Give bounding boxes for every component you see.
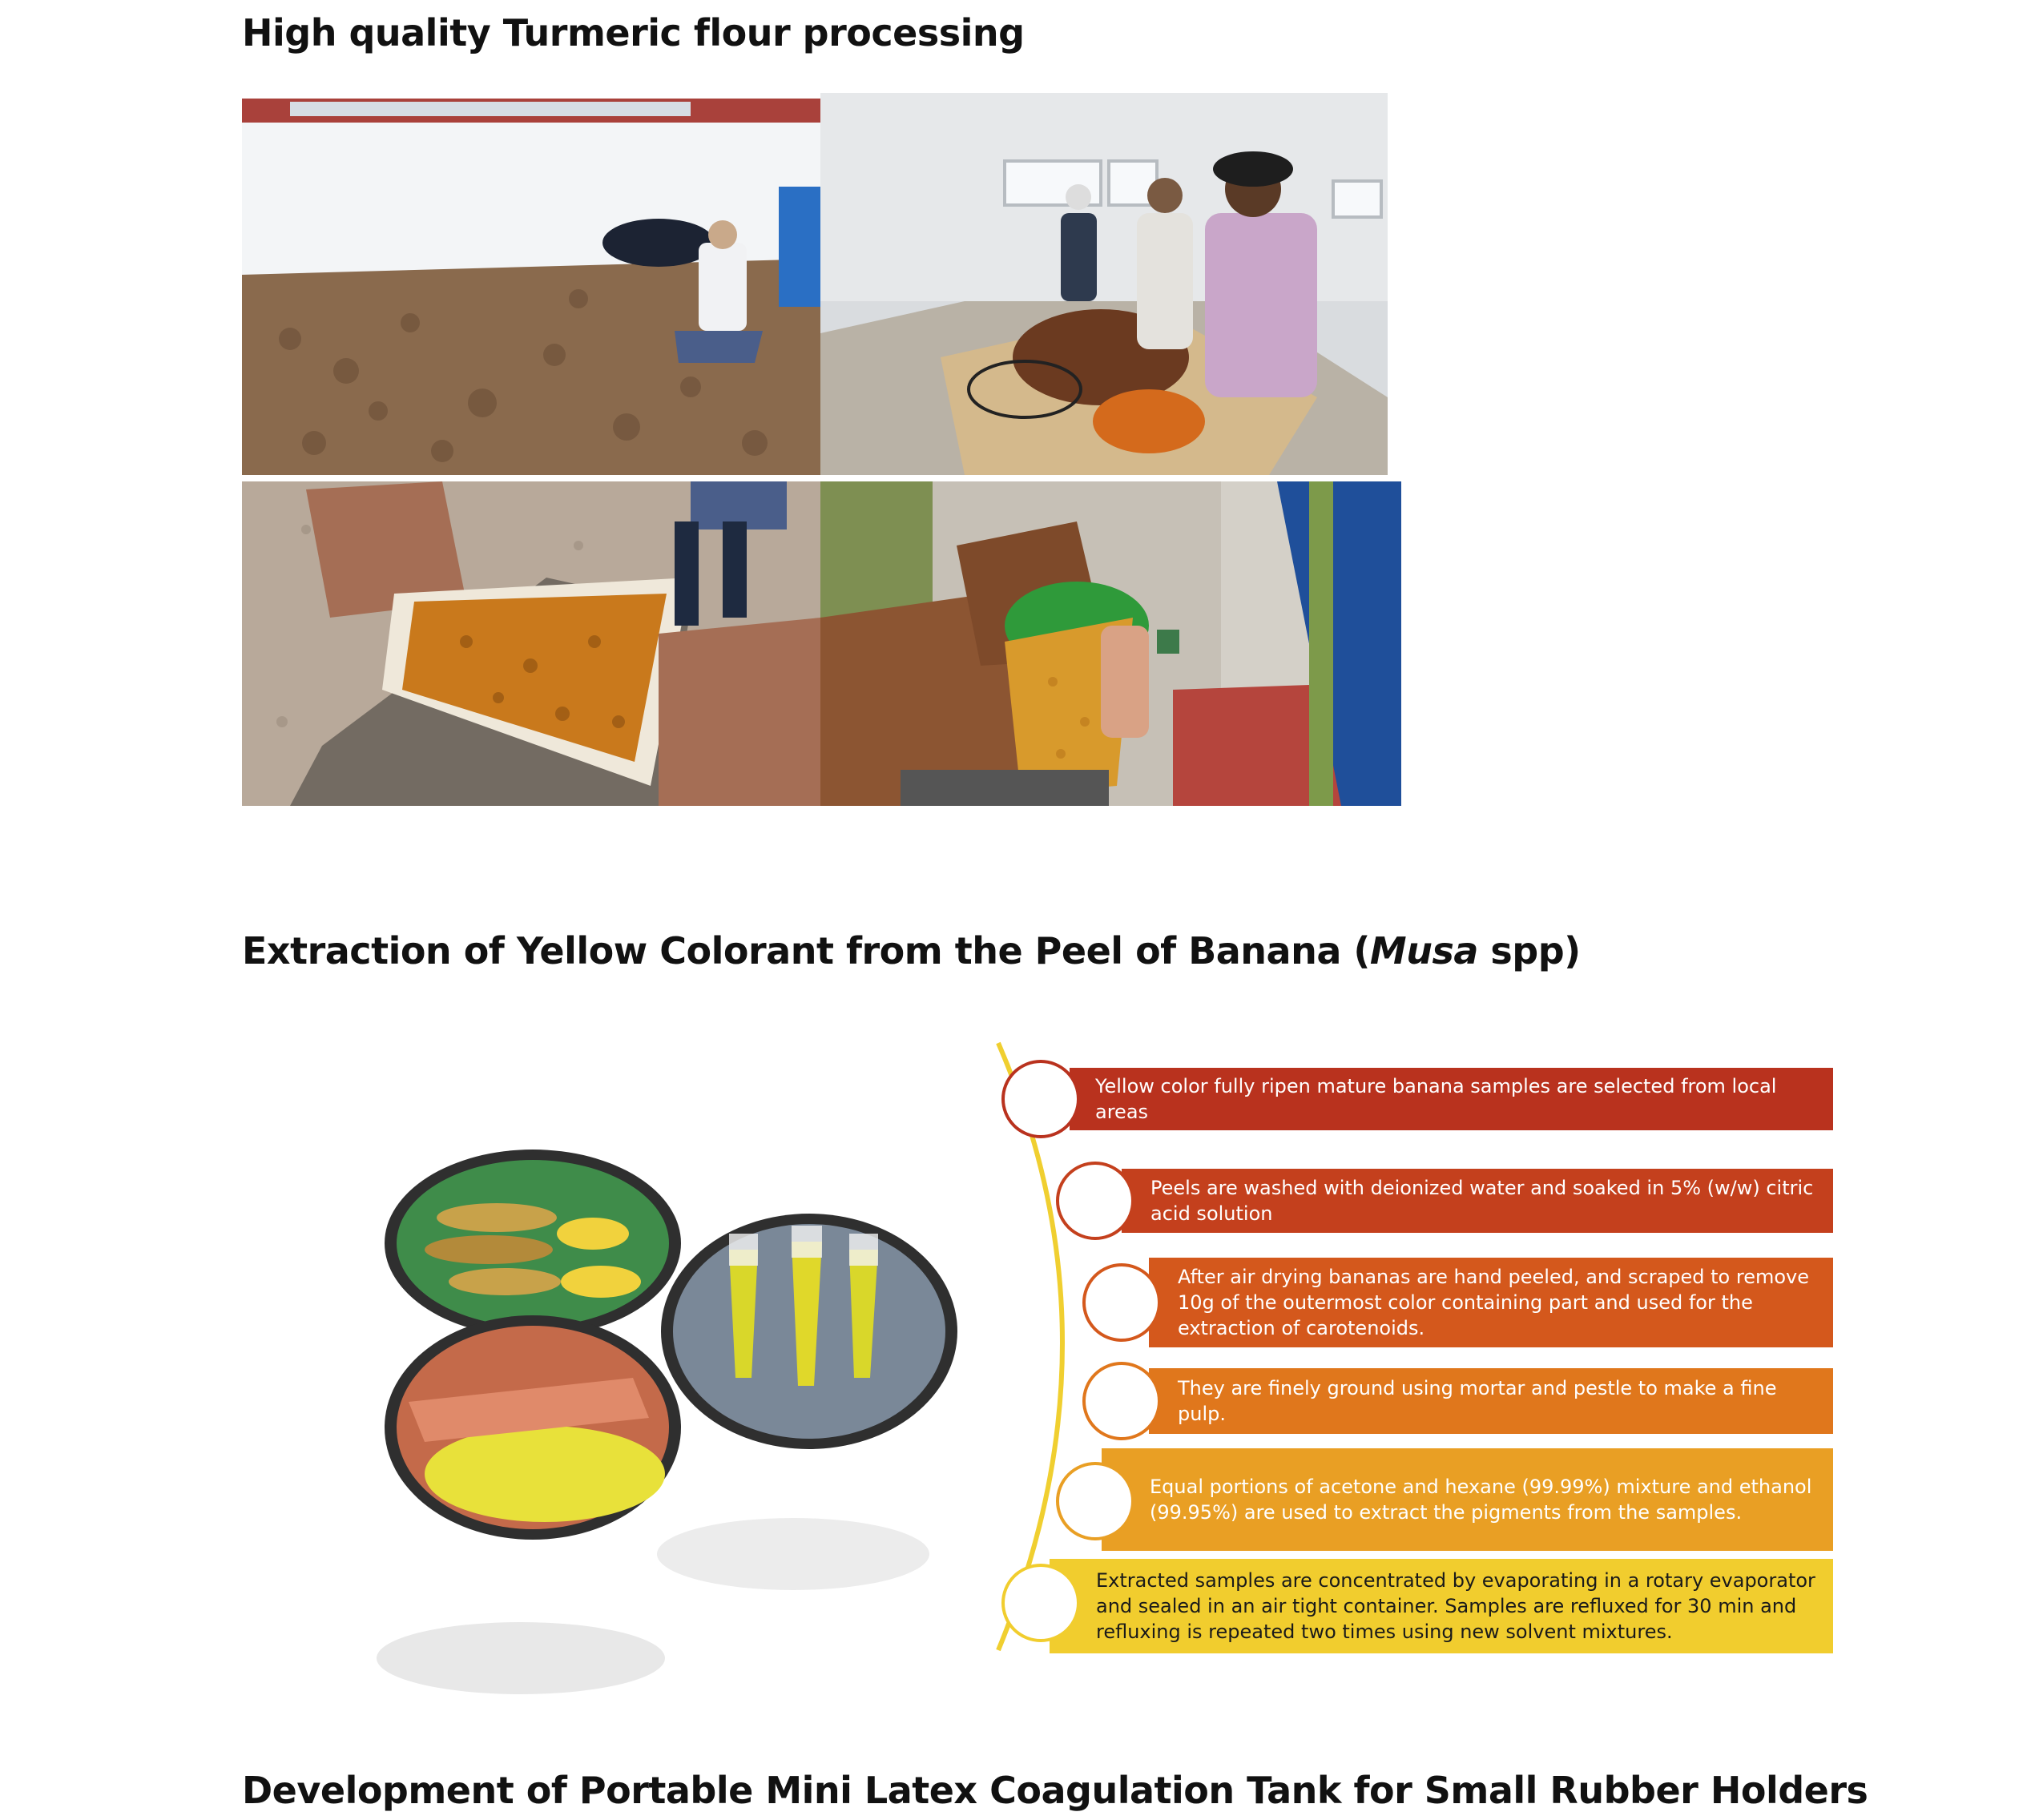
turmeric-section-title: High quality Turmeric flour processing: [242, 11, 1025, 54]
banana-extraction-collage: [312, 1146, 969, 1722]
process-step-5-text: Equal portions of acetone and hexane (99.99%) mixture and ethanol (99.95%) are used to extract the pigments from the samples.: [1150, 1476, 1812, 1524]
process-step-1-marker: [1001, 1060, 1080, 1138]
process-step-6-marker: [1001, 1564, 1080, 1642]
process-step-6-text: Extracted samples are concentrated by evaporating in a rotary evaporator and sealed in an air tight container. Samples are refluxed for 30 min and refluxing is repeated two times using new solvent mixtures.: [1096, 1569, 1815, 1643]
process-step-3-marker: [1082, 1263, 1161, 1342]
turmeric-drying-floor-photo: [242, 99, 820, 475]
process-step-5: [1102, 1448, 1833, 1551]
turmeric-grinding-photo: [820, 481, 1401, 806]
turmeric-sorting-photo: [820, 93, 1388, 475]
process-step-5-marker: [1056, 1462, 1134, 1540]
process-step-4-text: They are finely ground using mortar and pestle to make a fine pulp.: [1178, 1377, 1777, 1425]
process-step-2: [1122, 1169, 1833, 1233]
turmeric-sun-drying-photo: [242, 481, 820, 806]
process-step-4-marker: [1082, 1362, 1161, 1440]
latex-section-title: Development of Portable Mini Latex Coagulation Tank for Small Rubber Holders: [242, 1769, 1868, 1812]
banana-title-italic: Musa: [1369, 929, 1478, 972]
banana-title-start: Extraction of Yellow Colorant from the Peel of Banana (: [242, 929, 1370, 972]
process-step-3-text: After air drying bananas are hand peeled, and scraped to remove 10g of the outermost color containing part and used for the extraction of carotenoids.: [1178, 1266, 1809, 1339]
process-step-6: [1050, 1559, 1833, 1653]
process-step-1: [1070, 1068, 1833, 1130]
banana-section-title: [242, 929, 1581, 972]
process-step-1-text: Yellow color fully ripen mature banana samples are selected from local areas: [1095, 1075, 1777, 1123]
process-step-3: [1149, 1258, 1833, 1347]
process-step-2-marker: [1056, 1162, 1134, 1240]
process-step-2-text: Peels are washed with deionized water and soaked in 5% (w/w) citric acid solution: [1150, 1177, 1814, 1225]
banana-title-end: spp): [1477, 929, 1581, 972]
process-step-4: [1149, 1368, 1833, 1434]
